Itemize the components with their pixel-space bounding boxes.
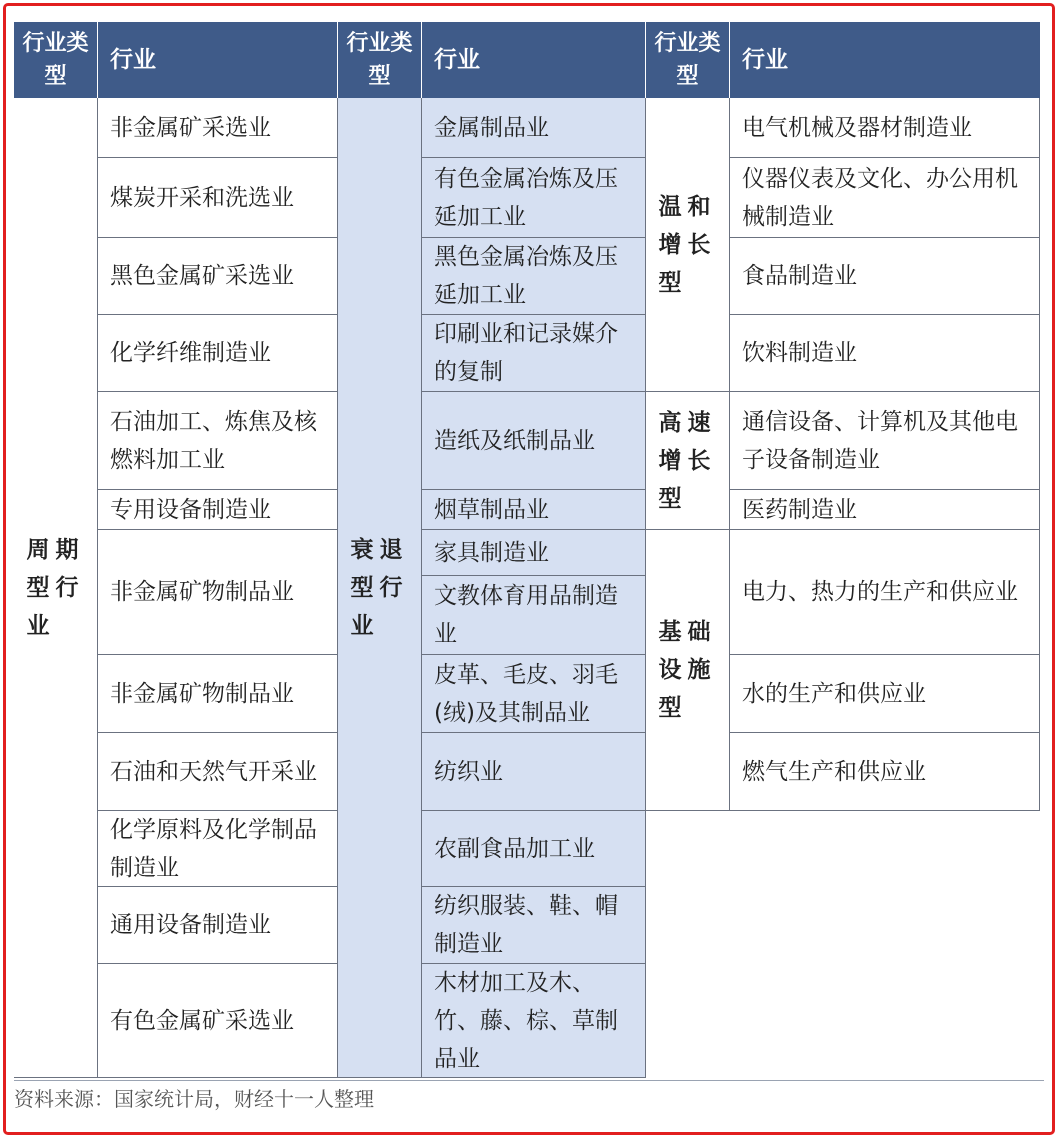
cyclical-item: 非金属矿物制品业 xyxy=(98,530,338,655)
group-cyclical: 周期型行业 xyxy=(14,98,98,1078)
declining-item: 纺织业 xyxy=(422,733,646,811)
cyclical-item: 专用设备制造业 xyxy=(98,490,338,530)
declining-item: 印刷业和记录媒介的复制 xyxy=(422,315,646,392)
declining-item: 金属制品业 xyxy=(422,98,646,158)
declining-item: 木材加工及木、竹、藤、棕、草制品业 xyxy=(422,964,646,1078)
declining-item: 造纸及纸制品业 xyxy=(422,392,646,490)
cyclical-item: 非金属矿物制品业 xyxy=(98,655,338,733)
header-industry-1: 行业 xyxy=(98,22,338,98)
group-moderate-growth: 温和增长型 xyxy=(646,98,730,392)
moderate-item: 电气机械及器材制造业 xyxy=(730,98,1040,158)
cyclical-item: 石油加工、炼焦及核燃料加工业 xyxy=(98,392,338,490)
declining-item: 纺织服装、鞋、帽制造业 xyxy=(422,887,646,964)
cyclical-item: 通用设备制造业 xyxy=(98,887,338,964)
cyclical-item: 有色金属矿采选业 xyxy=(98,964,338,1078)
header-industry-type-1: 行业类型 xyxy=(14,22,98,98)
infrastructure-item: 电力、热力的生产和供应业 xyxy=(730,530,1040,655)
declining-item: 烟草制品业 xyxy=(422,490,646,530)
header-industry-type-3: 行业类型 xyxy=(646,22,730,98)
header-industry-type-2: 行业类型 xyxy=(338,22,422,98)
declining-item: 黑色金属冶炼及压延加工业 xyxy=(422,238,646,315)
source-note: 资料来源：国家统计局，财经十一人整理 xyxy=(14,1080,1044,1113)
group-fast-growth: 高速增长型 xyxy=(646,392,730,530)
cyclical-item: 煤炭开采和洗选业 xyxy=(98,158,338,238)
declining-item: 有色金属冶炼及压延加工业 xyxy=(422,158,646,238)
cyclical-item: 化学纤维制造业 xyxy=(98,315,338,392)
declining-item: 家具制造业 xyxy=(422,530,646,576)
declining-item: 农副食品加工业 xyxy=(422,811,646,887)
cyclical-item: 黑色金属矿采选业 xyxy=(98,238,338,315)
header-industry-3: 行业 xyxy=(730,22,1040,98)
moderate-item: 仪器仪表及文化、办公用机械制造业 xyxy=(730,158,1040,238)
declining-item: 皮革、毛皮、羽毛(绒)及其制品业 xyxy=(422,655,646,733)
cyclical-item: 非金属矿采选业 xyxy=(98,98,338,158)
group-declining: 衰退型行业 xyxy=(338,98,422,1078)
moderate-item: 食品制造业 xyxy=(730,238,1040,315)
declining-item: 文教体育用品制造业 xyxy=(422,576,646,655)
moderate-item: 饮料制造业 xyxy=(730,315,1040,392)
fast-item: 医药制造业 xyxy=(730,490,1040,530)
group-infrastructure: 基础设施型 xyxy=(646,530,730,811)
infrastructure-item: 水的生产和供应业 xyxy=(730,655,1040,733)
cyclical-item: 化学原料及化学制品制造业 xyxy=(98,811,338,887)
fast-item: 通信设备、计算机及其他电子设备制造业 xyxy=(730,392,1040,490)
infrastructure-item: 燃气生产和供应业 xyxy=(730,733,1040,811)
header-industry-2: 行业 xyxy=(422,22,646,98)
cyclical-item: 石油和天然气开采业 xyxy=(98,733,338,811)
